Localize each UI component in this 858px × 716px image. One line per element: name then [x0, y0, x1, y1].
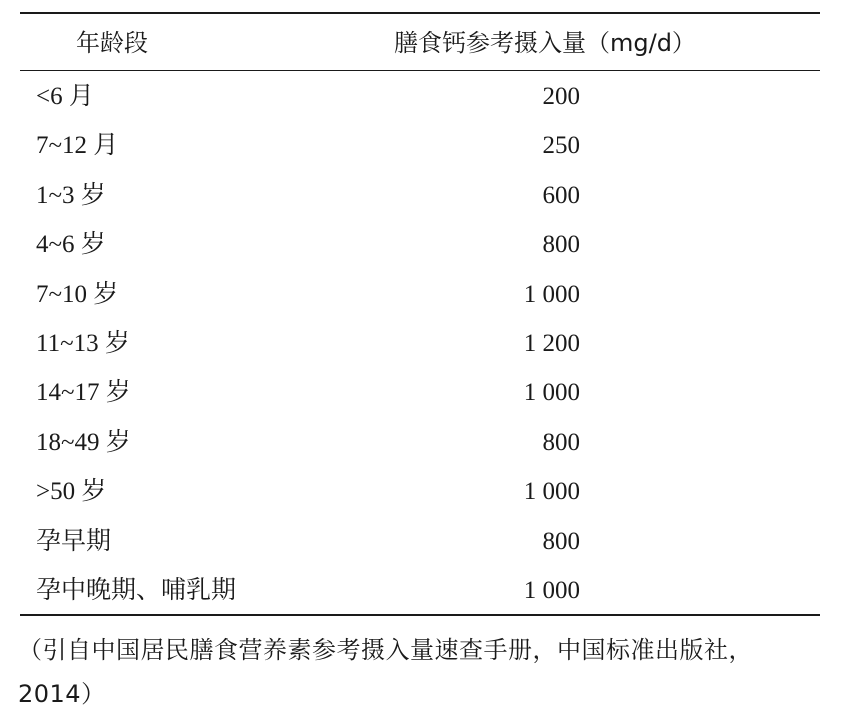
table-row — [0, 517, 858, 566]
table-row — [0, 171, 858, 220]
age-group-cell: 孕早期 — [36, 527, 112, 555]
intake-value-cell: 600 — [542, 181, 580, 209]
age-group-cell: 4~6 岁 — [36, 231, 106, 259]
age-group-cell: 7~10 岁 — [36, 280, 119, 308]
intake-value-cell: 800 — [542, 428, 580, 456]
table-header-row — [0, 14, 858, 70]
age-group-cell: 14~17 岁 — [36, 379, 131, 407]
calcium-intake-column-header: 膳食钙参考摄入量（mg/d） — [394, 29, 696, 57]
table-bottom-rule — [20, 614, 820, 616]
intake-value-cell: 800 — [542, 527, 580, 555]
intake-value-cell: 1 000 — [523, 280, 580, 308]
table-row — [0, 566, 858, 615]
table-row — [0, 467, 858, 516]
age-group-cell: 18~49 岁 — [36, 428, 131, 456]
table-header-rule — [20, 70, 820, 71]
intake-value-cell: 200 — [542, 83, 580, 110]
intake-value-cell: 1 200 — [523, 329, 580, 357]
intake-value-cell: 250 — [542, 132, 580, 160]
table-row — [0, 270, 858, 319]
age-group-cell: <6 月 — [36, 83, 94, 110]
intake-value-cell: 800 — [542, 231, 580, 259]
table-row — [0, 72, 858, 121]
source-citation: （引自中国居民膳食营养素参考摄入量速查手册，中国标准出版社，2014） — [18, 636, 753, 708]
table-row — [0, 418, 858, 467]
table-body — [0, 72, 858, 615]
age-group-cell: 1~3 岁 — [36, 181, 106, 209]
age-group-cell: >50 岁 — [36, 478, 107, 506]
table-row — [0, 368, 858, 417]
age-column-header: 年龄段 — [76, 29, 148, 57]
table-row — [0, 220, 858, 269]
intake-value-cell: 1 000 — [523, 379, 580, 407]
table-row — [0, 319, 858, 368]
intake-value-cell: 1 000 — [523, 478, 580, 506]
age-group-cell: 11~13 岁 — [36, 329, 130, 357]
intake-value-cell: 1 000 — [523, 576, 580, 604]
age-group-cell: 7~12 月 — [36, 132, 119, 160]
age-group-cell: 孕中晚期、哺乳期 — [36, 576, 237, 604]
table-row — [0, 121, 858, 170]
